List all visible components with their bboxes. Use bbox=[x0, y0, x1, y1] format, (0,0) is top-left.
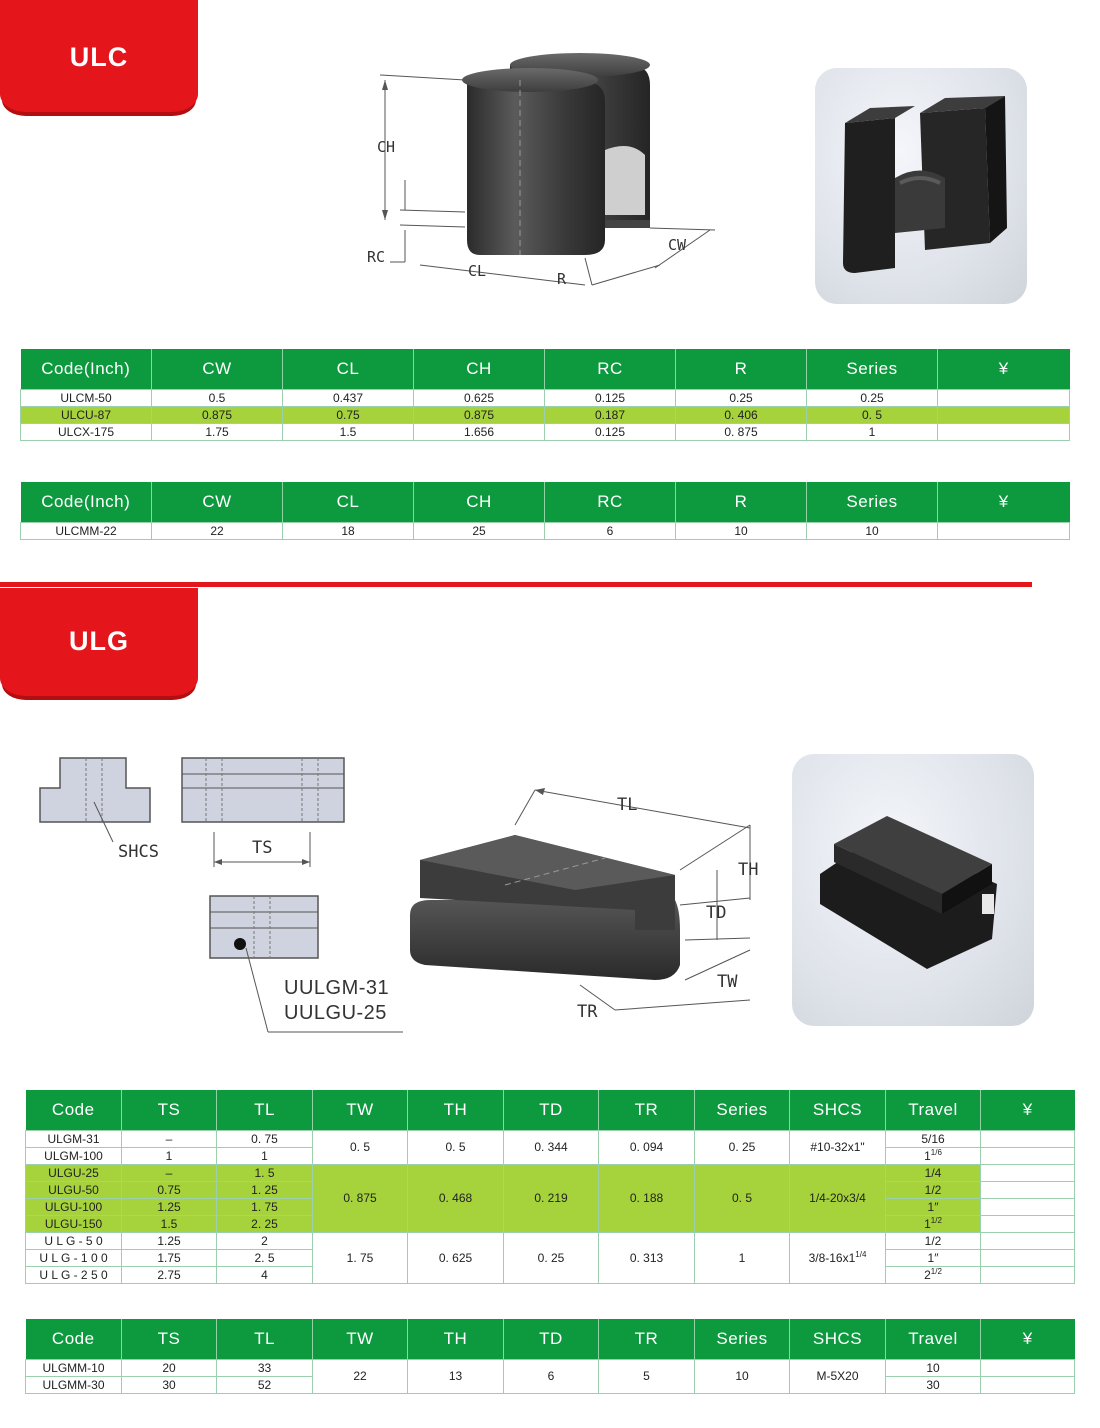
ulg-model-label-2: UULGU-25 bbox=[284, 1002, 387, 1024]
ulc-product-photo bbox=[815, 68, 1027, 304]
table-cell: 1 bbox=[122, 1147, 217, 1164]
table-cell bbox=[886, 1249, 981, 1266]
col-header: Series bbox=[695, 1319, 790, 1359]
col-header: CL bbox=[283, 349, 414, 389]
ulg-product-image bbox=[792, 754, 1034, 1026]
table-cell bbox=[981, 1164, 1075, 1181]
table-cell: 1. 5 bbox=[217, 1164, 313, 1181]
shcs-fraction: 1/4 bbox=[855, 1249, 867, 1259]
col-header: Code(Inch) bbox=[21, 482, 152, 522]
table-cell bbox=[981, 1181, 1075, 1198]
table-cell: 0. 875 bbox=[313, 1164, 408, 1232]
col-header: Series bbox=[695, 1090, 790, 1130]
table-header-row bbox=[21, 482, 1070, 522]
table-cell: ULCM-50 bbox=[21, 389, 152, 406]
table-cell: U L G - 2 5 0 bbox=[26, 1266, 122, 1283]
col-header: TW bbox=[313, 1319, 408, 1359]
col-header: Travel bbox=[886, 1319, 981, 1359]
table-cell: 0. 188 bbox=[599, 1164, 695, 1232]
travel-value: 2 bbox=[924, 1267, 931, 1282]
table-cell: ULGMM-30 bbox=[26, 1376, 122, 1393]
table-cell: 0. 344 bbox=[504, 1130, 599, 1164]
table-cell: 13 bbox=[408, 1359, 504, 1393]
ulg-product-photo bbox=[792, 754, 1034, 1026]
table-cell: 0.125 bbox=[545, 423, 676, 440]
table-cell: 0.875 bbox=[414, 406, 545, 423]
table-header-row bbox=[21, 349, 1070, 389]
table-row bbox=[26, 1359, 1075, 1376]
table-cell: 4 bbox=[217, 1266, 313, 1283]
table-cell bbox=[886, 1130, 981, 1147]
table-cell: 22 bbox=[152, 522, 283, 539]
col-header: Code bbox=[26, 1090, 122, 1130]
table-cell: U L G - 5 0 bbox=[26, 1232, 122, 1249]
table-cell bbox=[938, 406, 1070, 423]
table-cell bbox=[981, 1215, 1075, 1232]
table-cell: 0.437 bbox=[283, 389, 414, 406]
section-divider bbox=[0, 582, 1032, 587]
travel-value: 1″ bbox=[927, 1250, 939, 1265]
ulg-model-label-1: UULGM-31 bbox=[284, 977, 390, 999]
table-row bbox=[26, 1130, 1075, 1147]
table-cell bbox=[886, 1147, 981, 1164]
table-cell: 0. 468 bbox=[408, 1164, 504, 1232]
ulc-label-rc: RC bbox=[367, 248, 386, 266]
table-cell: 0. 25 bbox=[695, 1130, 790, 1164]
travel-value: 1/4 bbox=[924, 1165, 942, 1180]
col-header: TD bbox=[504, 1090, 599, 1130]
col-header: TH bbox=[408, 1090, 504, 1130]
table-cell: 0. 5 bbox=[807, 406, 938, 423]
table-cell: 1 bbox=[217, 1147, 313, 1164]
table-cell: 0.75 bbox=[283, 406, 414, 423]
table-cell: 0. 5 bbox=[695, 1164, 790, 1232]
table-cell: 0. 219 bbox=[504, 1164, 599, 1232]
ulc-product-image bbox=[815, 68, 1027, 304]
section-tab-ulc bbox=[0, 0, 198, 112]
table-cell: M-5X20 bbox=[790, 1359, 886, 1393]
table-cell: 0. 313 bbox=[599, 1232, 695, 1283]
col-header: R bbox=[676, 482, 807, 522]
table-row bbox=[21, 423, 1070, 440]
table-cell bbox=[790, 1232, 886, 1283]
table-cell: 1.5 bbox=[122, 1215, 217, 1232]
table-cell: ULGM-100 bbox=[26, 1147, 122, 1164]
table-cell bbox=[886, 1181, 981, 1198]
table-cell: 10 bbox=[886, 1359, 981, 1376]
travel-value: 1/2 bbox=[924, 1233, 942, 1248]
table-cell: 0. 5 bbox=[408, 1130, 504, 1164]
col-header: Series bbox=[807, 482, 938, 522]
col-header: Code bbox=[26, 1319, 122, 1359]
table-cell: 0.25 bbox=[676, 389, 807, 406]
ulc-label-cw: CW bbox=[668, 236, 687, 254]
table-cell: 0. 75 bbox=[217, 1130, 313, 1147]
col-header: TL bbox=[217, 1090, 313, 1130]
table-cell: 33 bbox=[217, 1359, 313, 1376]
col-header: CW bbox=[152, 349, 283, 389]
table-cell: 10 bbox=[807, 522, 938, 539]
col-header: Series bbox=[807, 349, 938, 389]
travel-value: 1″ bbox=[927, 1199, 939, 1214]
table-cell: 1.25 bbox=[122, 1198, 217, 1215]
shcs-value: #10-32x1" bbox=[810, 1140, 865, 1154]
col-header: R bbox=[676, 349, 807, 389]
table-cell: – bbox=[122, 1164, 217, 1181]
col-header: RC bbox=[545, 349, 676, 389]
col-header: TL bbox=[217, 1319, 313, 1359]
table-cell: 22 bbox=[313, 1359, 408, 1393]
table-cell: 5 bbox=[599, 1359, 695, 1393]
section-title: ULG bbox=[69, 626, 129, 656]
ulc-label-cl: CL bbox=[468, 262, 487, 280]
col-header: RC bbox=[545, 482, 676, 522]
ulg-metric-table bbox=[25, 1319, 1075, 1394]
travel-fraction: 1/2 bbox=[930, 1266, 942, 1276]
ulg-dimension-drawing bbox=[405, 780, 785, 1030]
table-row bbox=[21, 522, 1070, 539]
table-row bbox=[21, 406, 1070, 423]
col-header: ¥ bbox=[981, 1090, 1075, 1130]
table-cell bbox=[981, 1198, 1075, 1215]
table-cell: ULGU-50 bbox=[26, 1181, 122, 1198]
travel-value: 5/16 bbox=[921, 1131, 945, 1146]
table-cell bbox=[981, 1130, 1075, 1147]
col-header: SHCS bbox=[790, 1319, 886, 1359]
table-cell: 10 bbox=[695, 1359, 790, 1393]
ulg-label-tl: TL bbox=[617, 795, 638, 815]
table-cell: 1.75 bbox=[152, 423, 283, 440]
table-cell: 1. 25 bbox=[217, 1181, 313, 1198]
table-row bbox=[26, 1232, 1075, 1249]
table-cell: 0. 094 bbox=[599, 1130, 695, 1164]
col-header: ¥ bbox=[938, 482, 1070, 522]
table-cell: 1. 75 bbox=[217, 1198, 313, 1215]
table-cell: 0.625 bbox=[414, 389, 545, 406]
table-cell bbox=[981, 1232, 1075, 1249]
table-cell bbox=[981, 1376, 1075, 1393]
table-cell: ULCX-175 bbox=[21, 423, 152, 440]
ulc-inch-table bbox=[20, 349, 1070, 441]
table-cell: ULGM-31 bbox=[26, 1130, 122, 1147]
col-header: CW bbox=[152, 482, 283, 522]
table-cell: 6 bbox=[504, 1359, 599, 1393]
col-header: ¥ bbox=[938, 349, 1070, 389]
section-tab-ulg bbox=[0, 588, 198, 696]
section-title: ULC bbox=[69, 42, 129, 72]
table-cell bbox=[886, 1215, 981, 1232]
table-cell: 1 bbox=[695, 1232, 790, 1283]
col-header: Travel bbox=[886, 1090, 981, 1130]
table-cell: ULGMM-10 bbox=[26, 1359, 122, 1376]
table-cell: 2. 5 bbox=[217, 1249, 313, 1266]
travel-value: 1 bbox=[924, 1216, 931, 1231]
table-cell: 1.656 bbox=[414, 423, 545, 440]
col-header: SHCS bbox=[790, 1090, 886, 1130]
table-cell: 2.75 bbox=[122, 1266, 217, 1283]
table-cell bbox=[886, 1266, 981, 1283]
table-cell bbox=[790, 1164, 886, 1232]
table-cell bbox=[938, 522, 1070, 539]
ulc-label-r: R bbox=[557, 270, 567, 288]
table-cell: 18 bbox=[283, 522, 414, 539]
ulg-label-th: TH bbox=[738, 860, 759, 880]
table-cell: 2. 25 bbox=[217, 1215, 313, 1232]
table-cell: 30 bbox=[122, 1376, 217, 1393]
table-cell: 2 bbox=[217, 1232, 313, 1249]
ulc-metric-table bbox=[20, 482, 1070, 540]
ulg-label-ts: TS bbox=[252, 838, 273, 858]
table-cell: 0.75 bbox=[122, 1181, 217, 1198]
travel-fraction: 1/2 bbox=[930, 1215, 942, 1225]
table-cell: ULGU-150 bbox=[26, 1215, 122, 1232]
table-cell: 20 bbox=[122, 1359, 217, 1376]
table-cell: 1.5 bbox=[283, 423, 414, 440]
table-cell: 1. 75 bbox=[313, 1232, 408, 1283]
table-cell: 25 bbox=[414, 522, 545, 539]
col-header: CL bbox=[283, 482, 414, 522]
table-header-row bbox=[26, 1319, 1075, 1359]
table-cell: 0.5 bbox=[152, 389, 283, 406]
table-cell: 52 bbox=[217, 1376, 313, 1393]
table-cell: ULCMM-22 bbox=[21, 522, 152, 539]
table-cell bbox=[938, 389, 1070, 406]
col-header: ¥ bbox=[981, 1319, 1075, 1359]
table-cell: – bbox=[122, 1130, 217, 1147]
ulg-label-shcs: SHCS bbox=[118, 842, 159, 862]
table-row bbox=[21, 389, 1070, 406]
table-cell: 0.25 bbox=[807, 389, 938, 406]
col-header: TS bbox=[122, 1319, 217, 1359]
table-cell: 0. 406 bbox=[676, 406, 807, 423]
ulg-label-td: TD bbox=[706, 903, 727, 923]
travel-value: 1 bbox=[924, 1148, 931, 1163]
table-cell: ULGU-25 bbox=[26, 1164, 122, 1181]
table-cell: 0. 25 bbox=[504, 1232, 599, 1283]
ulc-dimension-drawing bbox=[360, 40, 740, 300]
col-header: TW bbox=[313, 1090, 408, 1130]
table-cell: 0. 875 bbox=[676, 423, 807, 440]
table-cell: 1.75 bbox=[122, 1249, 217, 1266]
table-cell: 10 bbox=[676, 522, 807, 539]
table-cell: ULGU-100 bbox=[26, 1198, 122, 1215]
table-cell: 0.187 bbox=[545, 406, 676, 423]
table-cell: 1.25 bbox=[122, 1232, 217, 1249]
col-header: CH bbox=[414, 482, 545, 522]
col-header: TS bbox=[122, 1090, 217, 1130]
col-header: TR bbox=[599, 1090, 695, 1130]
table-cell bbox=[886, 1164, 981, 1181]
col-header: CH bbox=[414, 349, 545, 389]
col-header: Code(Inch) bbox=[21, 349, 152, 389]
table-cell bbox=[981, 1249, 1075, 1266]
table-cell: 6 bbox=[545, 522, 676, 539]
table-cell bbox=[981, 1359, 1075, 1376]
table-cell: 30 bbox=[886, 1376, 981, 1393]
table-header-row bbox=[26, 1090, 1075, 1130]
travel-value: 1/2 bbox=[924, 1182, 942, 1197]
ulg-inch-table bbox=[25, 1090, 1075, 1284]
table-cell: 0. 625 bbox=[408, 1232, 504, 1283]
table-cell bbox=[981, 1266, 1075, 1283]
table-cell: ULCU-87 bbox=[21, 406, 152, 423]
table-cell bbox=[790, 1130, 886, 1164]
ulg-label-tw: TW bbox=[717, 972, 738, 992]
table-cell: 0.875 bbox=[152, 406, 283, 423]
travel-fraction: 1/6 bbox=[930, 1147, 942, 1157]
shcs-value: 1/4-20x3/4 bbox=[809, 1191, 866, 1205]
table-cell bbox=[938, 423, 1070, 440]
col-header: TD bbox=[504, 1319, 599, 1359]
table-cell bbox=[981, 1147, 1075, 1164]
table-cell bbox=[886, 1232, 981, 1249]
ulc-label-ch: CH bbox=[377, 138, 396, 156]
table-cell: U L G - 1 0 0 bbox=[26, 1249, 122, 1266]
ulg-label-tr: TR bbox=[577, 1002, 598, 1022]
table-cell: 0. 5 bbox=[313, 1130, 408, 1164]
table-cell: 1 bbox=[807, 423, 938, 440]
table-cell bbox=[886, 1198, 981, 1215]
table-row bbox=[26, 1164, 1075, 1181]
col-header: TR bbox=[599, 1319, 695, 1359]
shcs-value: 3/8-16x1 bbox=[808, 1250, 856, 1265]
table-cell: 0.125 bbox=[545, 389, 676, 406]
col-header: TH bbox=[408, 1319, 504, 1359]
